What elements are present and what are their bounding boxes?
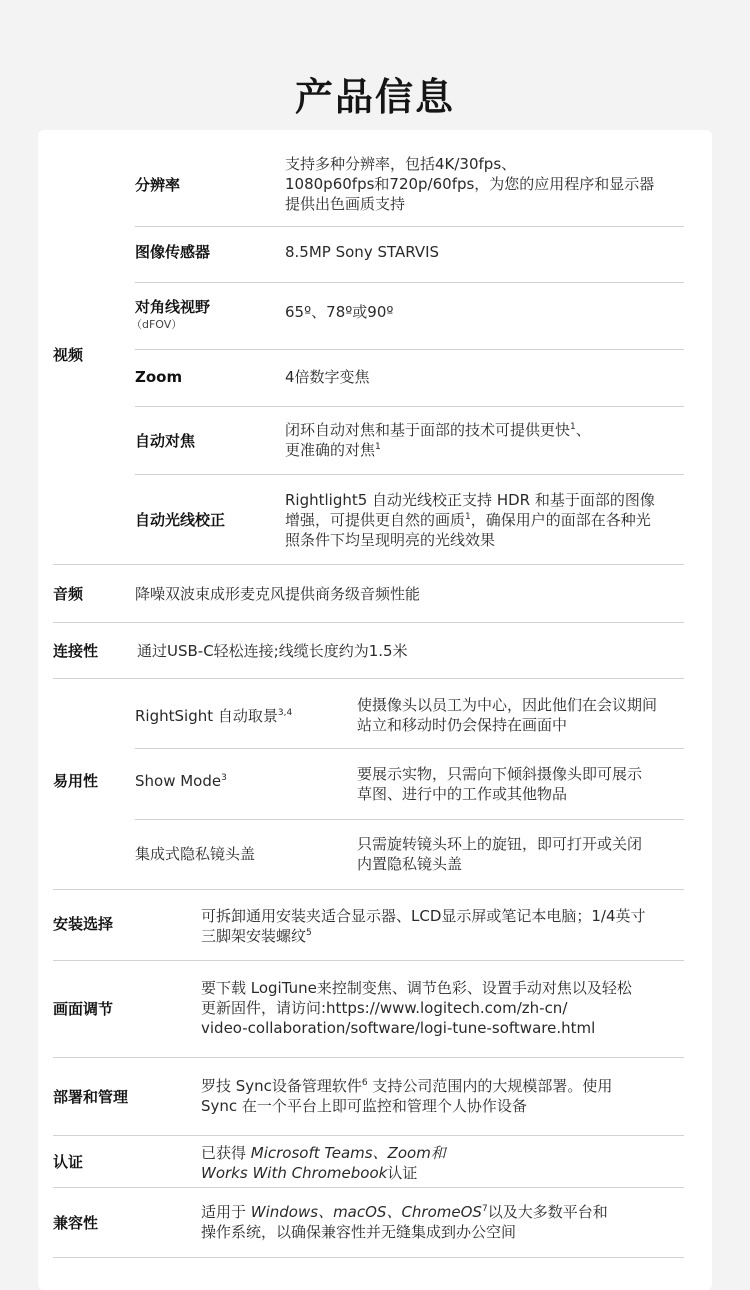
light-correction-value: Rightlight5 自动光线校正支持 HDR 和基于面部的图像 增强，可提供更自然的画质$^1$，确保用户的面部在各种光 照条件下均呈现明亮的光线效果 [285, 491, 655, 549]
category-connectivity: 连接性 [53, 642, 99, 660]
divider [135, 226, 684, 227]
rightsight-value: 使摄像头以员工为中心，因此他们在会议期间 站立和移动时仍会保持在画面中 [357, 696, 658, 734]
fov-sublabel: （dFOV） [131, 318, 183, 331]
divider [135, 748, 684, 749]
category-certification: 认证 [53, 1153, 84, 1171]
light-correction-label: 自动光线校正 [135, 511, 226, 529]
divider [53, 564, 684, 565]
compatibility-value: 适用于 Windows、macOS、ChromeOS$^7$以及大多数平台和 操作系统，以确保兼容性并无缝集成到办公空间 [201, 1203, 608, 1241]
category-usability: 易用性 [53, 772, 99, 790]
fov-label: 对角线视野 [135, 298, 211, 316]
privacy-shutter-label: 集成式隐私镜头盖 [135, 845, 256, 863]
divider [53, 1057, 684, 1058]
rightsight-label: RightSight 自动取景$^{3,4}$ [135, 707, 293, 725]
divider [135, 349, 684, 350]
divider [135, 406, 684, 407]
page-title: 产品信息 [294, 75, 455, 119]
divider [135, 819, 684, 820]
divider [53, 1257, 684, 1258]
showmode-label: Show Mode$^3$ [135, 772, 227, 790]
divider [53, 622, 684, 623]
resolution-value: 支持多种分辨率，包括4K/30fps、 1080p60fps和720p/60fps，为您的应用程序和显示器 提供出色画质支持 [285, 155, 655, 213]
divider [135, 474, 684, 475]
deployment-value: 罗技 Sync设备管理软件$^6$ 支持公司范围内的大规模部署。使用 Sync 在一个平台上即可监控和管理个人协作设备 [201, 1077, 613, 1115]
mounting-value: 可拆卸通用安装夹适合显示器、LCD显示屏或笔记本电脑；1/4英寸 三脚架安装螺纹$^5$ [201, 907, 646, 945]
divider [53, 678, 684, 679]
category-audio: 音频 [53, 585, 84, 603]
sensor-label: 图像传感器 [135, 243, 211, 261]
connectivity-value: 通过USB-C轻松连接;线缆长度约为1.5米 [137, 642, 408, 660]
category-mounting: 安装选择 [53, 915, 114, 933]
zoom-value: 4倍数字变焦 [285, 368, 370, 386]
audio-value: 降噪双波束成形麦克风提供商务级音频性能 [135, 585, 421, 603]
divider [53, 1135, 684, 1136]
category-video: 视频 [53, 346, 84, 364]
privacy-shutter-value: 只需旋转镜头环上的旋钮，即可打开或关闭 内置隐私镜头盖 [357, 835, 643, 873]
divider [53, 1187, 684, 1188]
autofocus-value: 闭环自动对焦和基于面部的技术可提供更快$^1$、 更准确的对焦$^1$ [285, 421, 591, 459]
category-compatibility: 兼容性 [53, 1214, 99, 1232]
sensor-value: 8.5MP Sony STARVIS [285, 243, 440, 261]
fov-value: 65º、78º或90º [285, 303, 394, 321]
category-image-adjust: 画面调节 [53, 1000, 114, 1018]
image-adjust-value: 要下载 LogiTune来控制变焦、调节色彩、设置手动对焦以及轻松 更新固件，请访问:https://www.logitech.com/zh-cn/ video-collaboration/software/logi-tune-software.html [201, 979, 632, 1037]
showmode-value: 要展示实物，只需向下倾斜摄像头即可展示 草图、进行中的工作或其他物品 [357, 765, 643, 803]
divider [53, 889, 684, 890]
certification-value: 已获得 Microsoft Teams、Zoom和 Works With Chromebook认证 [201, 1144, 446, 1182]
category-deployment: 部署和管理 [53, 1088, 129, 1106]
divider [53, 960, 684, 961]
zoom-label: Zoom [135, 368, 183, 386]
divider [135, 282, 684, 283]
resolution-label: 分辨率 [135, 176, 181, 194]
autofocus-label: 自动对焦 [135, 432, 196, 450]
